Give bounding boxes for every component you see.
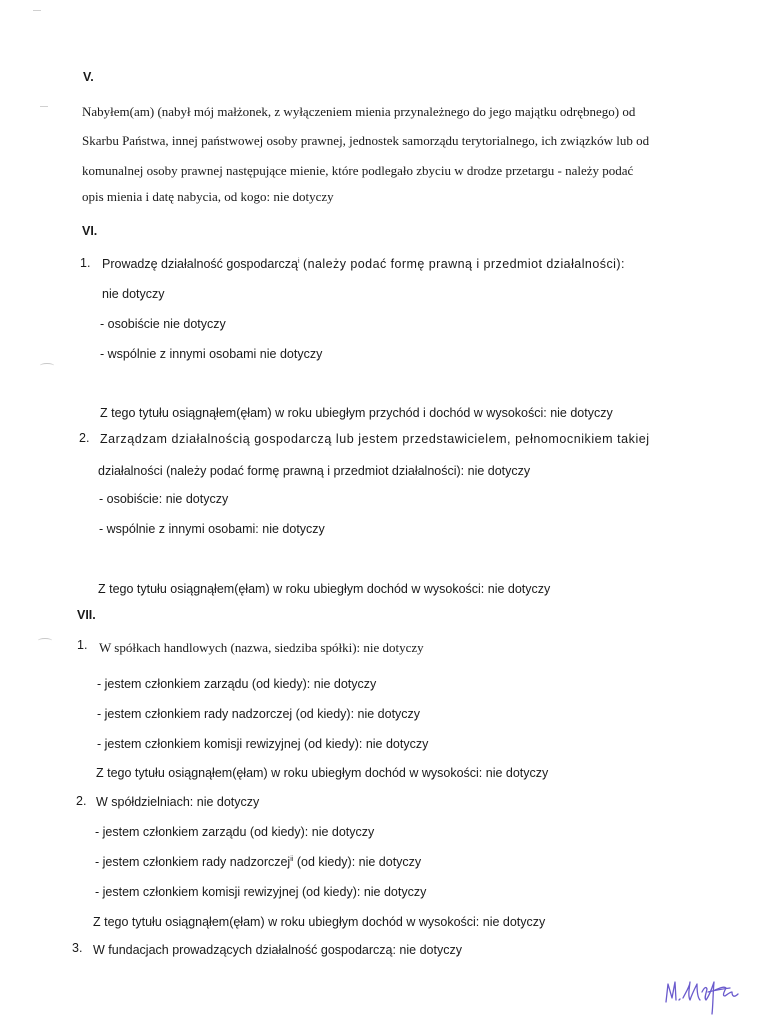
section-vii-heading: VII. (77, 608, 96, 622)
management-line: działalności (należy podać formę prawną i przedmiot działalności): nie dotyczy (98, 464, 531, 478)
business-activity-text: Prowadzę działalność gospodarczą (102, 257, 298, 271)
item-number: 2. (76, 794, 87, 808)
scan-mark (40, 106, 48, 107)
business-activity-line (102, 257, 625, 271)
cooperatives-audit: - jestem członkiem komisji rewizyjnej (od kiedy): nie dotyczy (95, 885, 427, 899)
section-v-heading: V. (83, 70, 94, 84)
section-v-paragraph-line: Skarbu Państwa, innej państwowej osoby prawnej, jednostek samorządu terytorialnego, ich związków lub od (82, 133, 650, 148)
management-line: Zarządzam działalnością gospodarczą lub jestem przedstawicielem, pełnomocnikiem takiej (100, 432, 650, 446)
business-activity-text-rest: (należy podać formę prawną i przedmiot działalności): (303, 257, 625, 271)
item-number: 1. (77, 638, 88, 652)
management-personal: - osobiście: nie dotyczy (99, 492, 229, 506)
scan-mark (33, 10, 41, 11)
item-number: 3. (72, 941, 83, 955)
management-joint: - wspólnie z innymi osobami: nie dotyczy (99, 522, 325, 536)
cooperatives-supervisory-text-rest: (od kiedy): nie dotyczy (296, 855, 422, 869)
section-v-text: Nabyłem(am) (nabył mój małżonek, z wyłączeniem mienia przynależnego do jego majątku odrębnego) od (82, 104, 636, 119)
cooperatives-supervisory-text: - jestem członkiem rady nadzorczej (95, 855, 291, 869)
management-income: Z tego tytułu osiągnąłem(ęłam) w roku ubiegłym dochód w wysokości: nie dotyczy (98, 582, 551, 596)
scan-mark (40, 363, 54, 368)
business-personal: - osobiście nie dotyczy (100, 317, 226, 331)
companies-audit: - jestem członkiem komisji rewizyjnej (od kiedy): nie dotyczy (97, 737, 429, 751)
section-vi-heading: VI. (82, 224, 98, 238)
cooperatives-income: Z tego tytułu osiągnąłem(ęłam) w roku ubiegłym dochód w wysokości: nie dotyczy (93, 915, 546, 929)
section-v-paragraph-line (82, 104, 682, 120)
cooperatives-board: - jestem członkiem zarządu (od kiedy): nie dotyczy (95, 825, 375, 839)
scan-mark (38, 638, 52, 643)
cooperatives-line: W spółdzielniach: nie dotyczy (96, 795, 260, 809)
signature-icon (660, 962, 755, 1017)
item-number: 2. (79, 431, 90, 445)
companies-income: Z tego tytułu osiągnąłem(ęłam) w roku ubiegłym dochód w wysokości: nie dotyczy (96, 766, 549, 780)
companies-line: W spółkach handlowych (nazwa, siedziba spółki): nie dotyczy (99, 640, 424, 655)
business-joint: - wspólnie z innymi osobami nie dotyczy (100, 347, 323, 361)
companies-supervisory: - jestem członkiem rady nadzorczej (od kiedy): nie dotyczy (97, 707, 421, 721)
item-number: 1. (80, 256, 91, 270)
footnote-marker: ii (290, 855, 294, 863)
section-v-paragraph-line: opis mienia i datę nabycia, od kogo: nie dotyczy (82, 189, 334, 204)
cooperatives-supervisory (95, 855, 421, 869)
foundations-line: W fundacjach prowadzących działalność gospodarczą: nie dotyczy (93, 943, 462, 957)
business-income: Z tego tytułu osiągnąłem(ęłam) w roku ubiegłym przychód i dochód w wysokości: nie dotyczy (100, 406, 613, 420)
section-v-paragraph-line: komunalnej osoby prawnej następujące mienie, które podlegało zbyciu w drodze przetargu - należy podać (82, 163, 634, 178)
business-activity-value: nie dotyczy (102, 287, 165, 301)
footnote-marker: i (297, 257, 300, 265)
companies-board: - jestem członkiem zarządu (od kiedy): nie dotyczy (97, 677, 377, 691)
